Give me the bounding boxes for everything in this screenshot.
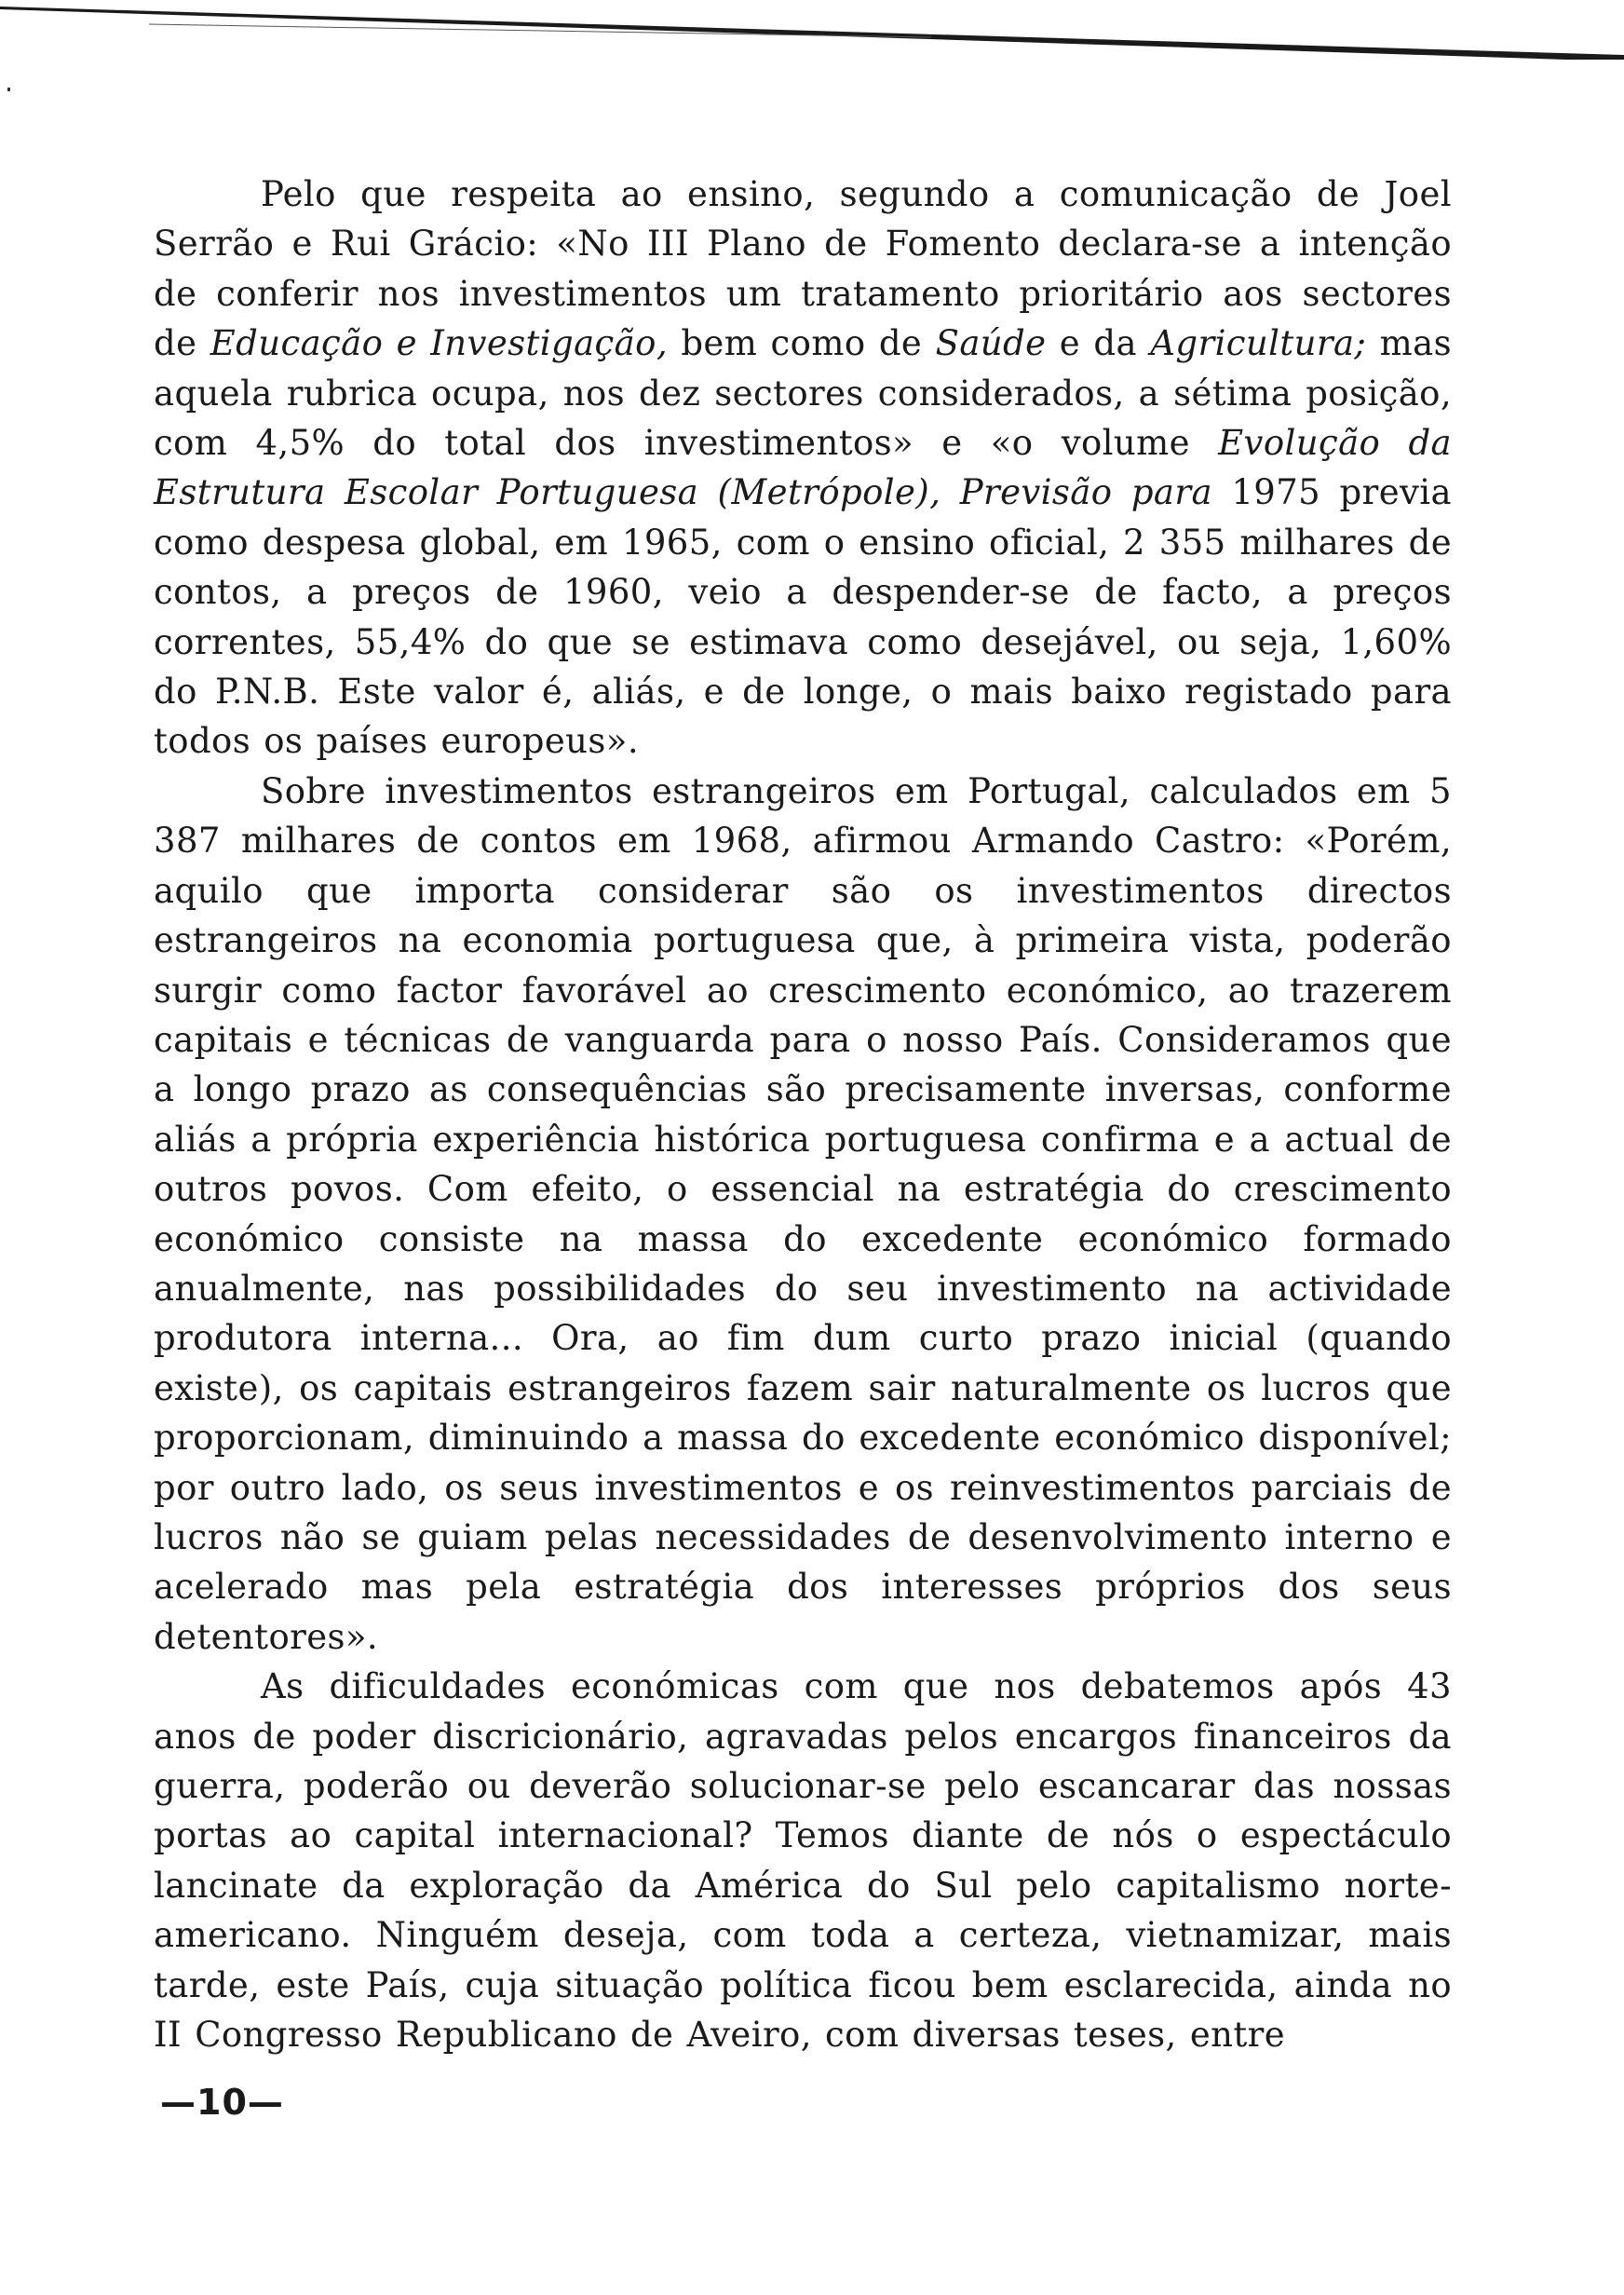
top-edge-rule <box>0 4 1624 60</box>
scan-speck <box>7 88 10 91</box>
paragraph-text: Sobre investimentos estrangeiros em Portugal, calculados em 5 387 milhares de contos em 1968, afirmou Armando Castro: «Porém, aquilo que importa considerar são os investimentos directos estrangeiros na economia portuguesa que, à primeira vista, poderão surgir como factor favorável ao crescimento económico, ao trazerem capitais e técnicas de vanguarda para o nosso País. Consideramos que a longo prazo as consequências são precisamente inversas, conforme aliás a própria experiência histórica portuguesa confirma e a actual de outros povos. Com efeito, o essencial na estratégia do crescimento económico consiste na massa do excedente económico formado anualmente, nas possibilidades do seu investimento na actividade produtora interna... Ora, ao fim dum curto prazo inicial (quando existe), os capitais estrangeiros fazem sair naturalmente os lucros que proporcionam, diminuindo a massa do excedente económico disponível; por outro lado, os seus investimentos e os reinvestimentos parciais de lucros não se guiam pelas necessidades de desenvolvimento interno e acelerado mas pela estratégia dos interesses próprios dos seus detentores». <box>154 770 1452 1657</box>
document-body <box>154 170 1452 2059</box>
paragraph-text: e da <box>1046 323 1151 364</box>
paragraph-text: Pelo que respeita ao ensino, segundo a comunicação de Joel Serrão e Rui Grácio: «No III Plano de Fomento declara-se a intenção de conferir nos investimentos um tratamento prioritário aos sectores de <box>154 174 1452 364</box>
paragraph-text: bem como de <box>667 323 936 364</box>
paragraph-text: 1975 previa como despesa global, em 1965, com o ensino oficial, 2 355 milhares de contos, a preços de 1960, veio a despender-se de facto, a preços correntes, 55,4% do que se estimava como desejável, ou seja, 1,60% do P.N.B. Este valor é, aliás, e de longe, o mais baixo registado para todos os países europeus». <box>154 472 1452 762</box>
page-number: —10— <box>160 2082 284 2123</box>
italic-title-text: Educação e Investigação, <box>210 323 668 364</box>
italic-title-text: Evolução da Estrutura Escolar Portuguesa (Metrópole), Previsão para <box>154 423 1452 513</box>
italic-title-text: Saúde <box>935 323 1047 364</box>
paragraph <box>154 1662 1452 2059</box>
paragraph <box>154 170 1452 767</box>
italic-title-text: Agricultura; <box>1150 323 1367 364</box>
paragraph-text: As dificuldades económicas com que nos debatemos após 43 anos de poder discricionário, agravadas pelos encargos financeiros da guerra, poderão ou deverão solucionar-se pelo escancarar das nossas portas ao capital internacional? Temos diante de nós o espectáculo lancinate da exploração da América do Sul pelo capitalismo norte-americano. Ninguém deseja, com toda a certeza, vietnamizar, mais tarde, este País, cuja situação política ficou bem esclarecida, ainda no II Congresso Republicano de Aveiro, com diversas teses, entre <box>154 1666 1452 2056</box>
paragraph <box>154 767 1452 1662</box>
paragraph-text: mas aquela rubrica ocupa, nos dez sectores considerados, a sétima posição, com 4,5% do total dos investimentos» e «o volume <box>154 323 1452 464</box>
